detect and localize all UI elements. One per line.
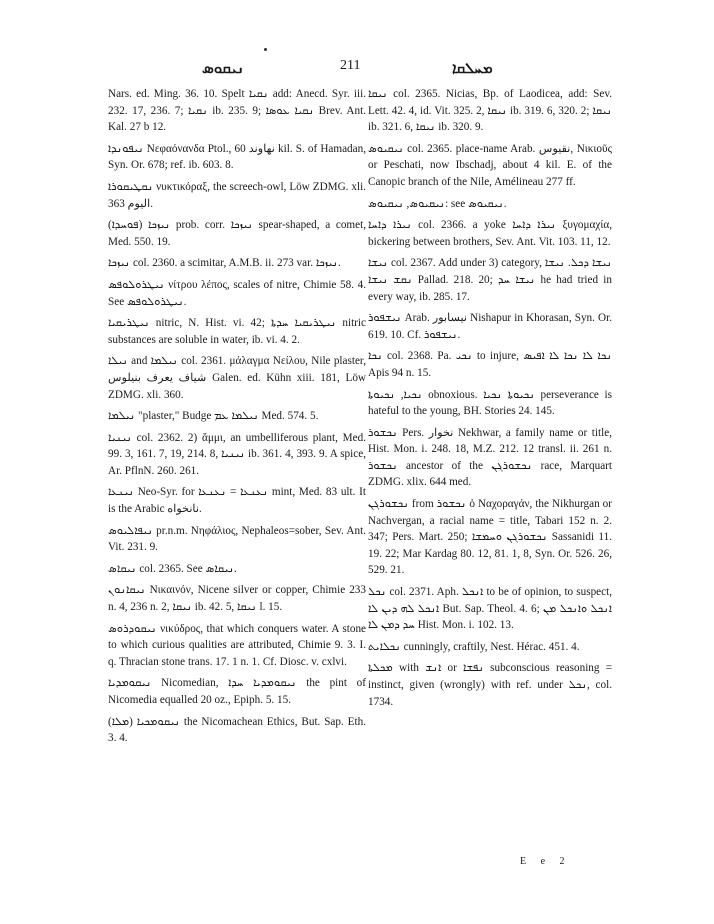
- dictionary-entry: ܢܟܠ col. 2371. Aph. ܐܢܟܠ to be of opinion, to suspect, ܐܢܟܠ ܠܗ ܕܝܢ ܠܐ But. Sap. Theol. 4. 6; ܐܢܟܠ ܘܐܢܟܠ ܡܢ ܚܕ ܕܡܢ ܠܐ Hist. Mon. i. 102. 13.: [368, 586, 612, 632]
- dictionary-entry: ܢܝܠܡܐ "plaster," Budge ܢܝܠܡܐ ܥܡ Med. 574. 5.: [108, 410, 319, 423]
- dictionary-entry: ܢܝܩܘܡܟܝܐ (ܡܠܐ) the Nicomachean Ethics, But. Sap. Eth. 3. 4.: [108, 715, 366, 745]
- dictionary-entry: ܢܝܛܪܝܩܝܐ nitric, N. Hist. vi. 42; ܢܝܛܪܝܩܝܐ ܚܕܬܐ nitric substances are soluble in water, ib. vi. 4. 2.: [108, 317, 366, 346]
- dictionary-entry: ܢܩܛܝܩܘܪܐ νυκτικόραξ, the screech-owl, Löw ZDMG. xli. 363 اليوم.: [108, 180, 366, 210]
- running-head-left: ܢܝܩܘܣ: [202, 61, 245, 77]
- dictionary-entry: ܢܟܫܘܪ Pers. نخوار Nekhwar, a family name or title, Hist. Mon. i. 248. 18, M.Z. 212. 12 transl. ii. 261 n. ܢܟܫܘܪ ancestor of the ܢܟܫܘܪܓܢ race, Marquart ZDMG. xlix. 644 med.: [368, 426, 613, 489]
- right-column: [368, 86, 612, 715]
- dictionary-entry: ܢܝܪܐ ܕܐܚܐ col. 2366. a yoke ܢܝܪܐ ܕܐܚܐ ξυγομαχία, bickering between brothers, Sev. Ant. Vit. 103. 11, 12.: [368, 219, 613, 248]
- dictionary-entry: ܢܟܐ col. 2368. Pa. ܢܟܝ to injure, ܢܟܐ ܠܐ ܢܟܐ ܠܐ ܐܦܝܣ Apis 94 n. 15.: [368, 350, 612, 379]
- left-column: [108, 86, 366, 752]
- dictionary-entry: Nars. ed. Ming. 36. 10. Spelt ܢܩܝܐ add: Anecd. Syr. iii. 232. 17, 236. 7; ܢܩܝܐ ib. 235. 9; ܢܩܝܐ ܥܘܣܐ Brev. Ant. Kal. 27 b 12.: [108, 88, 367, 134]
- dictionary-entry: ܢܝܢܥܐ Neo-Syr. for ܢܥܢܥܐ = ܢܥܢܥܐ mint, Med. 83 ult. It is the Arabic نانخواه.: [108, 486, 366, 516]
- dictionary-entry: ܢܝܩܝܘܣ col. 2365. place-name Arab. نقيوس, Νικιοῦς or Peschati, now Ibschadj, about 4 kil. E. of the Canopic branch of the Nile, Amélineau 277 ff.: [368, 142, 612, 188]
- dictionary-entry: ܢܝܢܝܐ col. 2362. 2) ἄμμι, an umbelliferous plant, Med. 99. 3, 161. 7, 19, 214. 8, ܢܝܢܝܐ ib. 361. 4, 393. 9. A spice, Ar. PflnN. 260. 261.: [108, 431, 366, 477]
- dictionary-entry: ܢܝܦܐܠܝܘܣ pr.n.m. Νηφάλιος, Nephaleos=sober, Sev. Ant. Vit. 231. 9.: [108, 524, 366, 554]
- dictionary-entry: ܢܟܝܐ, ܢܟܝܘܬܐ obnoxious. ܢܟܝܘܬܐ ܢܟܝܐ perseverance is hateful to the young, BH. Stories 24. 145.: [368, 388, 612, 418]
- dictionary-entry: ܢܝܩܐܣ col. 2365. See ܢܝܩܐܣ.: [108, 562, 237, 575]
- dictionary-entry: ܢܝܩܝܘܣ, ܢܝܩܝܘܣ: see ܢܝܩܝܘܣ.: [368, 197, 507, 210]
- signature-mark: E e 2: [520, 856, 571, 867]
- dictionary-entry: ܢܝܙܟܐ col. 2360. a scimitar, A.M.B. ii. 273 var. ܢܝܙܟܐ.: [108, 257, 341, 270]
- running-head-right: ܡܚܠܩܐ: [452, 61, 493, 77]
- dictionary-entry: ܢܝܩܘܡܕܝܐ Nicomedian, ܢܝܩܘܡܕܝܐ ܚܕܐ the pint of Nicomedia equalled 20 oz., Epiph. 5. 15.: [108, 677, 366, 706]
- dictionary-entry: ܡܟܠܬܐ with ܐܢܫ or ܢܦܫܐ subconscious reasoning = instinct, given (wrongly) with ref. under ܢܟܠ, col. 1734.: [368, 662, 613, 708]
- dictionary-entry: ܢܝܫܐ col. 2367. Add under 3) category, ܢܝܫܐ ܕܟܠ. ܢܝܫܐ ܢܩܫ ܢܝܫܐ Pallad. 218. 20; ܢܝܫܐ ܚܕ he had tried in every way, ib. 285. 17.: [368, 257, 612, 303]
- dictionary-entry: ܢܝܛܪܘܠܘܦܣ νίτρου λέπος, scales of nitre, Chimie 58. 4. See ܢܝܛܪܘܠܘܦܣ.: [108, 278, 366, 308]
- dictionary-entry: ܢܝܙܟܐ (ܦܘܚܕܐ) prob. corr. ܢܝܙܟܐ spear-shaped, a comet, Med. 550. 19.: [108, 219, 366, 248]
- page-number: 211: [340, 58, 361, 73]
- dictionary-entry: ܢܟܠܐܝܬ cunningly, craftily, Nest. Hérac. 451. 4.: [368, 640, 580, 653]
- dictionary-entry: ܢܝܫܦܘܪ Arab. نيسابور Nishapur in Khorasan, Syn. Or. 619. 10. Cf. ܢܝܫܦܘܪ.: [368, 312, 612, 341]
- dictionary-entry: ܢܝܩܐ col. 2365. Nicias, Bp. of Laodicea, add: Sev. Lett. 42. 4, id. Vit. 325. 2, ܢܝܩܐ ib. 319. 6, 320. 2; ܢܝܩܐ ib. 321. 6, ܢܝܩܐ ib. 320. 9.: [368, 88, 613, 134]
- header-ornament-dot: [264, 48, 267, 51]
- dictionary-entry: ܢܝܩܐܢܘܢ Νικαινόν, Nicene silver or copper, Chimie 233 n. 4, 236 n. 2, ܢܝܩܐ ib. 42. 5, ܢܝܩܐ l. 15.: [108, 584, 366, 614]
- dictionary-entry: ܢܝܩܘܕܪܘܣ νικύδρος, that which conquers water. A stone to which curious qualities are attributed, Chimie 9. 3. I. q. Thracian stone trans. 17. 1 n. 1. Cf. Diosc. v. cxlvi.: [108, 622, 366, 668]
- page-header: [0, 58, 714, 80]
- dictionary-entry: ܢܝܦܘܢܕܐ Νεφαόνανδα Ptol., نهاوند 60 kil. S. of Hamadan, Syn. Or. 678; ref. ib. 603. 8.: [108, 142, 366, 172]
- dictionary-entry: ܢܟܫܘܪܓܢ from ܢܟܫܘܪ ὁ Ναχοραγάν, the Nikhurgan or Nachvergan, a racial name = title, Tabari 152 n. 2. 347; Pers. Mart. 250; ܢܟܫܘܪܓܢ ܘܚܡܫܐ Sassanidi 11. 19. 22; Mar Kardag 80. 12, 81. 1, 8, Syn. Or. 526. 26, 529. 21.: [368, 498, 612, 577]
- dictionary-entry: ܢܝܠܐ and ܢܝܠܡܐ col. 2361. μάλαγμα Νείλου, Nile plaster, شياف يعرف بنيلوس Galen. ed. Kühn xiii. 181, Löw ZDMG. xli. 360.: [108, 355, 367, 401]
